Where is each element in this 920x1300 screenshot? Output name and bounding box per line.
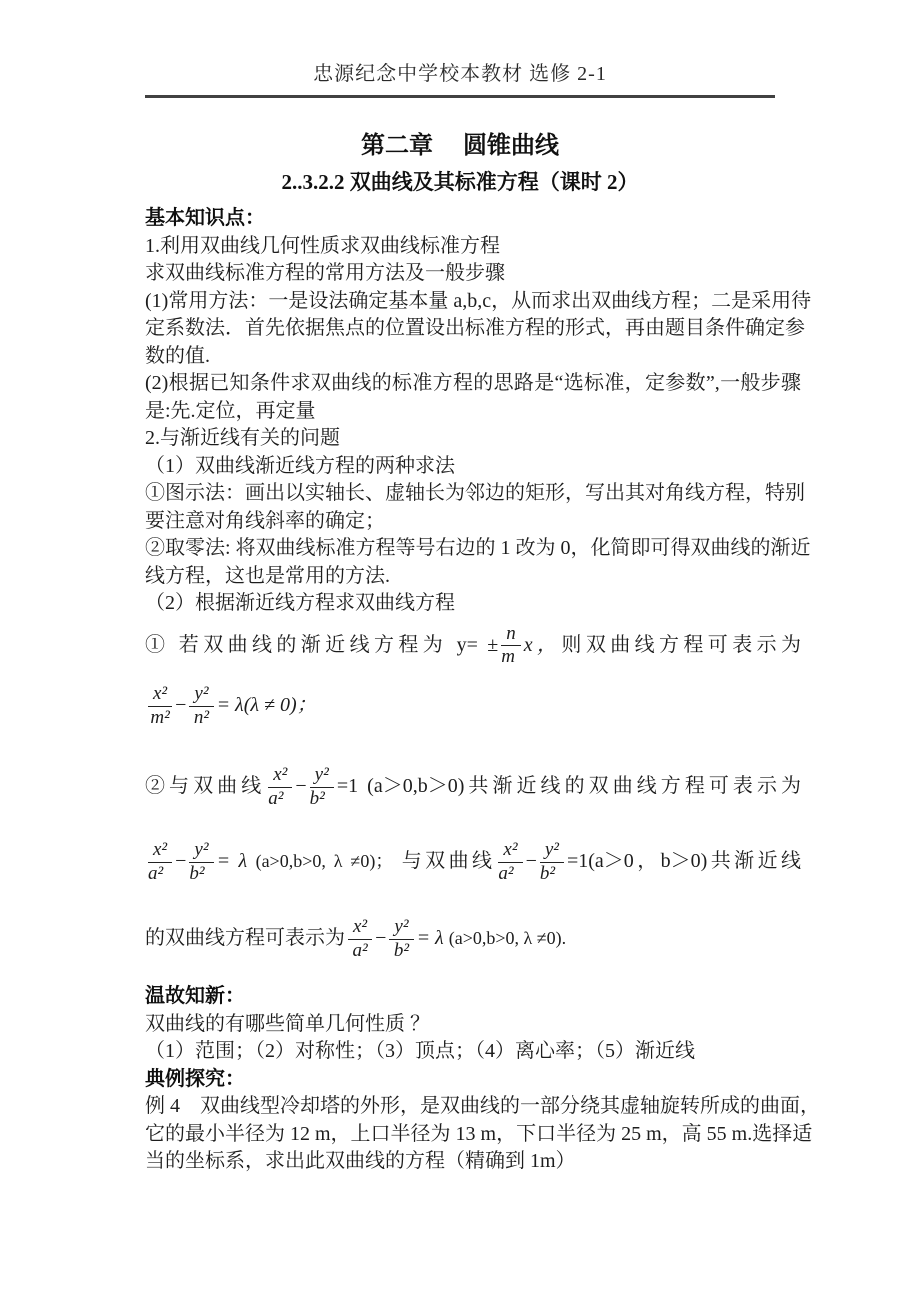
body-line: (1)常用方法：一是设法确定基本量 a,b,c，从而求出双曲线方程；二是采用待 xyxy=(145,289,812,312)
body-line: （1）范围；（2）对称性；（3）顶点；（4）离心率；（5）渐近线 xyxy=(145,1040,695,1063)
formula-text: 的双曲线方程可表示为 xyxy=(145,926,345,949)
fraction-numerator: y² xyxy=(389,917,413,940)
fraction-denominator: b² xyxy=(393,939,410,961)
body-line: 双曲线的有哪些简单几何性质 ？ xyxy=(145,1012,430,1035)
body-line: 1.利用双曲线几何性质求双曲线标准方程 xyxy=(145,234,500,257)
fraction xyxy=(148,840,172,885)
page-header: 忠源纪念中学校本教材 选修 2-1 xyxy=(313,63,607,85)
fraction-numerator: x² xyxy=(268,765,292,788)
fraction xyxy=(501,624,521,669)
body-line: （1）双曲线渐近线方程的两种求法 xyxy=(145,454,455,477)
fraction-numerator: y² xyxy=(189,840,213,863)
formula-text: = λ xyxy=(416,926,444,949)
body-line: （2）根据渐近线方程求双曲线方程 xyxy=(145,592,455,614)
fraction-numerator: n xyxy=(501,624,521,647)
formula-text: =1 xyxy=(336,775,359,798)
body-line: 它的最小半径为 12 m，上口半径为 13 m，下口半径为 25 m，高 55 m.选择适 xyxy=(145,1122,813,1145)
fraction xyxy=(189,684,213,729)
fraction-denominator: a² xyxy=(268,787,284,809)
chapter-title: 第二章 圆锥曲线 xyxy=(361,133,559,159)
condition-text: (a＞0，b＞0) xyxy=(588,849,708,872)
minus-sign: − xyxy=(295,775,307,798)
fraction-denominator: m xyxy=(501,646,515,668)
condition-text: (a＞0,b＞0) xyxy=(367,775,465,798)
fraction-denominator: n² xyxy=(193,707,210,729)
formula-text: 与双曲线 xyxy=(401,849,496,872)
fraction-denominator: a² xyxy=(498,862,514,884)
fraction-denominator: a² xyxy=(148,862,164,884)
formula-shared-asymptote-1 xyxy=(145,765,801,810)
formula-text: 共渐近线 xyxy=(707,849,801,872)
fraction-numerator: x² xyxy=(498,840,522,863)
formula-asymptote-slope xyxy=(145,624,801,669)
review-section xyxy=(145,983,820,1176)
body-line: (2)根据已知条件求双曲线的标准方程的思路是“选标准，定参数”,一般步骤 xyxy=(145,372,801,394)
formula-text: = λ(λ ≠ 0)； xyxy=(216,694,317,717)
formula-text: 共渐近线的双曲线方程可表示为 xyxy=(464,775,802,798)
header-rule xyxy=(145,95,775,98)
body-line: 求双曲线标准方程的常用方法及一般步骤 xyxy=(145,262,505,284)
fraction xyxy=(268,765,292,810)
formula-lambda-equation xyxy=(145,684,801,729)
fraction-denominator: b² xyxy=(189,862,205,884)
body-line: 数的值. xyxy=(145,344,210,367)
fraction xyxy=(148,684,172,729)
fraction xyxy=(348,917,372,962)
fraction xyxy=(498,840,522,885)
example-heading: 典例探究： xyxy=(145,1067,245,1090)
formula-text: 则双曲线方程可表示为 xyxy=(561,633,802,656)
body-line: 线方程，这也是常用的方法. xyxy=(145,564,390,587)
fraction xyxy=(189,840,213,885)
minus-sign: − xyxy=(525,849,537,872)
formula-text: x， xyxy=(523,633,562,656)
body-line: 是:先.定位，再定量 xyxy=(145,399,316,422)
formula-text: = λ xyxy=(216,849,248,872)
fraction xyxy=(540,840,564,885)
fraction-numerator: y² xyxy=(189,684,213,707)
condition-text: (a>0,b>0, λ ≠0). xyxy=(448,927,567,948)
body-line: 定系数法．首先依据焦点的位置设出标准方程的形式，再由题目条件确定参 xyxy=(145,317,805,339)
fraction-numerator: y² xyxy=(540,840,564,863)
body-line: 例 4 双曲线型冷却塔的外形，是双曲线的一部分绕其虚轴旋转所成的曲面， xyxy=(145,1095,820,1118)
condition-text: (a>0,b>0, λ ≠0)； xyxy=(255,850,394,871)
fraction xyxy=(389,917,413,962)
knowledge-points-heading: 基本知识点： xyxy=(145,207,265,229)
formula-shared-asymptote-2 xyxy=(145,840,801,885)
fraction-numerator: x² xyxy=(348,917,372,940)
minus-sign: − xyxy=(175,849,187,872)
fraction-denominator: a² xyxy=(352,939,368,961)
fraction-denominator: m² xyxy=(150,707,170,729)
review-heading: 温故知新： xyxy=(145,985,245,1008)
body-line: 要注意对角线斜率的确定； xyxy=(145,509,385,532)
body-line: 2.与渐近线有关的问题 xyxy=(145,427,340,449)
fraction-denominator: b² xyxy=(309,787,325,809)
document-body xyxy=(145,205,820,1176)
fraction-denominator: b² xyxy=(539,862,556,884)
minus-sign: − xyxy=(175,694,187,717)
formula-text: ① 若双曲线的渐近线方程为 y= ± xyxy=(145,633,499,656)
body-line: 当的坐标系，求出此双曲线的方程（精确到 1m） xyxy=(145,1150,576,1173)
fraction xyxy=(310,765,334,810)
body-line: ②取零法: 将双曲线标准方程等号右边的 1 改为 0，化简即可得双曲线的渐近 xyxy=(145,537,811,559)
body-line: ①图示法：画出以实轴长、虚轴长为邻边的矩形，写出其对角线方程，特别 xyxy=(145,482,805,504)
fraction-numerator: y² xyxy=(310,765,334,788)
formula-text: =1 xyxy=(566,849,589,872)
section-title: 2..3.2.2 双曲线及其标准方程（课时 2） xyxy=(281,170,639,194)
formula-shared-asymptote-3 xyxy=(145,917,801,962)
fraction-numerator: x² xyxy=(148,840,172,863)
minus-sign: − xyxy=(375,926,387,949)
formula-text: ②与双曲线 xyxy=(145,775,266,798)
fraction-numerator: x² xyxy=(148,684,172,707)
